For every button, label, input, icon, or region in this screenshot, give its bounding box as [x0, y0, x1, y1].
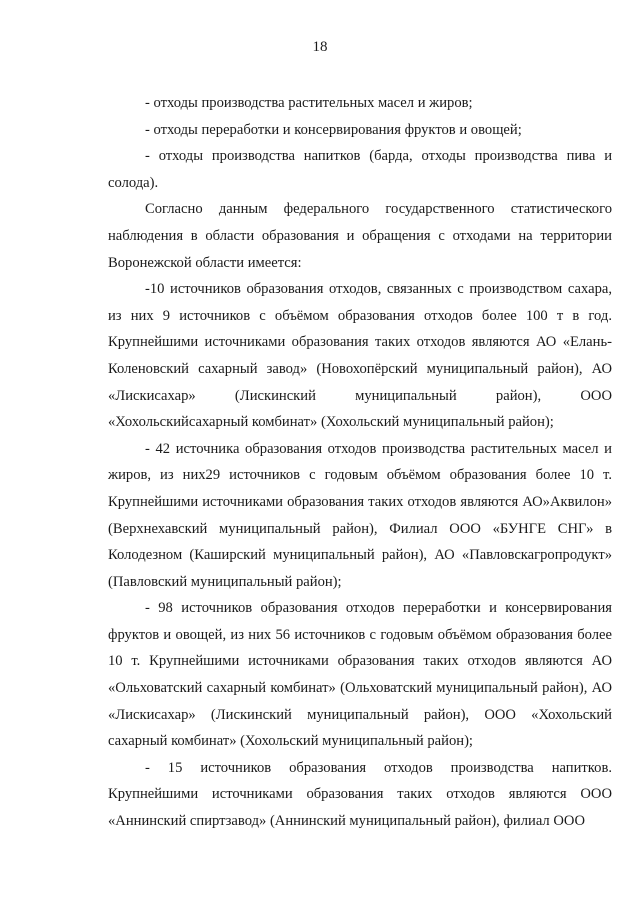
page-number: 18: [312, 39, 328, 55]
paragraph-beverage-sources: - 15 источников образования отходов производства напитков. Крупнейшими источниками образования таких отходов являются ООО «Аннинский спиртзавод» (Аннинский муниципальный район), филиал ООО: [108, 759, 612, 830]
list-item-vegetable-oils: - отходы производства растительных масел и жиров;: [145, 95, 473, 111]
paragraph-oil-fat-sources: - 42 источника образования отходов производства растительных масел и жиров, из них29 источников с годовым объёмом образования более 10 т. Крупнейшими источниками образования таких отходов являются АО»Аквилон» (Верхнехавский муниципальный район), Филиал ООО «БУНГЕ СНГ» в Колодезном (Каширский муниципальный район), АО «Павловскагропродукт» (Павловский муниципальный район);: [108, 440, 612, 590]
paragraph-fruit-vegetable-sources: - 98 источников образования отходов переработки и консервирования фруктов и овощей, из них 56 источников с годовым объёмом образования более 10 т. Крупнейшими источниками образования таких отходов являются АО «Ольховатский сахарный комбинат» (Ольховатский муниципальный район), АО «Лискисахар» (Лискинский муниципальный район), ООО «Хохольский сахарный комбинат» (Хохольский муниципальный район);: [108, 600, 612, 750]
document-body: [108, 90, 612, 835]
list-item-fruit-vegetable-processing: - отходы переработки и консервирования фруктов и овощей;: [145, 121, 522, 138]
paragraph-sugar-sources: -10 источников образования отходов, связанных с производством сахара, из них 9 источников с объёмом образования отходов более 100 т в год. Крупнейшими источниками образования таких отходов являются АО «Елань-Коленовский сахарный завод» (Новохопёрский муниципальный район), АО «Лискисахар» (Лискинский муниципальный район), ООО «Хохольскийсахарный комбинат» (Хохольский муниципальный район);: [108, 281, 612, 431]
list-item-beverages: - отходы производства напитков (барда, отходы производства пива и солода).: [108, 148, 612, 191]
paragraph-statistics-intro: Согласно данным федерального государственного статистического наблюдения в области образования и обращения с отходами на территории Воронежской области имеется:: [108, 201, 612, 271]
